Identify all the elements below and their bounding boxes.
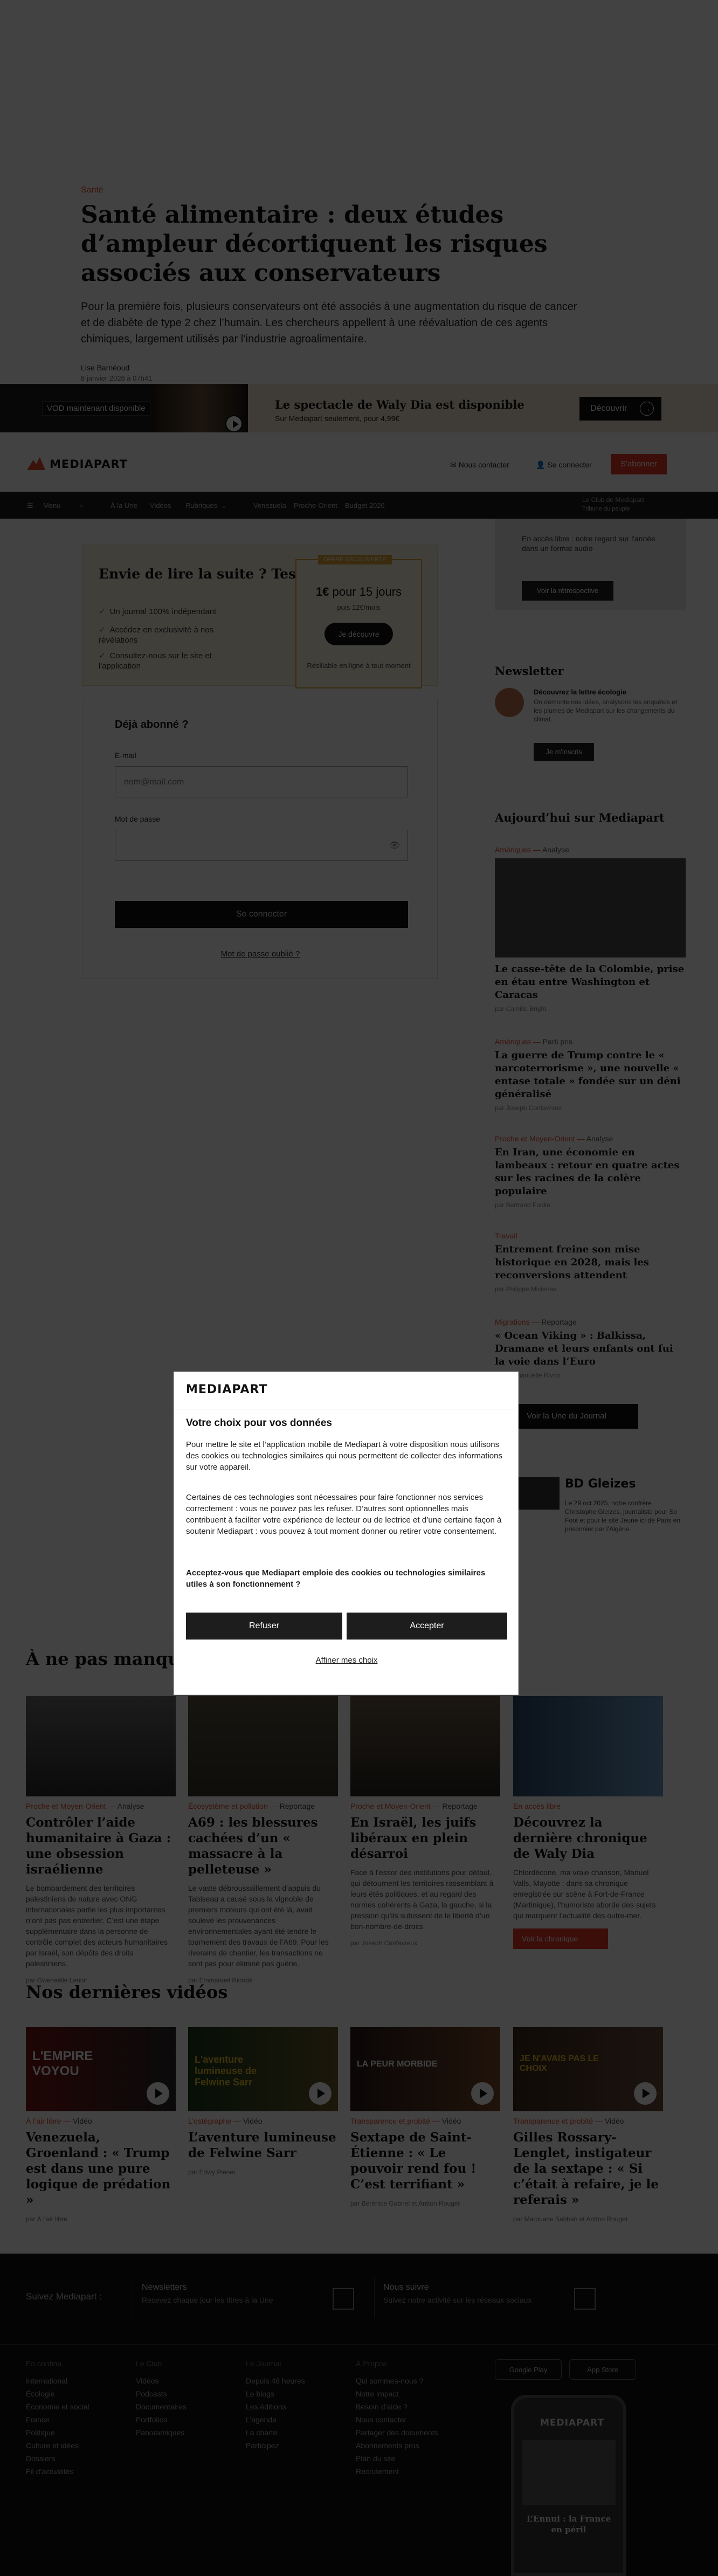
consent-paragraph: Pour mettre le site et l’application mobile de Mediapart à votre disposition nous utilisons des cookies ou technologies similaires qui nous permettent de collecter des informations sur votre appareil.: [186, 1440, 502, 1472]
consent-paragraph: Certaines de ces technologies sont nécessaires pour faire fonctionner nos services correctement : vous ne pouvez pas les refuser. D’autres sont optionnelles mais contribuent à faciliter votre expérience de lecteur ou de lectrice et d’une certaine façon à soutenir Mediapart : vous pouvez à tout moment donner ou retirer votre consentement.: [186, 1493, 502, 1536]
accept-button[interactable]: Accepter: [347, 1613, 507, 1640]
customize-choices-link[interactable]: Affiner mes choix: [315, 1656, 378, 1665]
consent-question: Acceptez-vous que Mediapart emploie des cookies ou technologies similaires utiles à son fonctionnement ?: [186, 1568, 486, 1589]
consent-logo: MEDIAPART: [186, 1383, 268, 1396]
consent-title: Votre choix pour vos données: [186, 1417, 332, 1429]
refuse-button[interactable]: Refuser: [186, 1613, 342, 1640]
consent-dialog: [174, 1372, 519, 1695]
